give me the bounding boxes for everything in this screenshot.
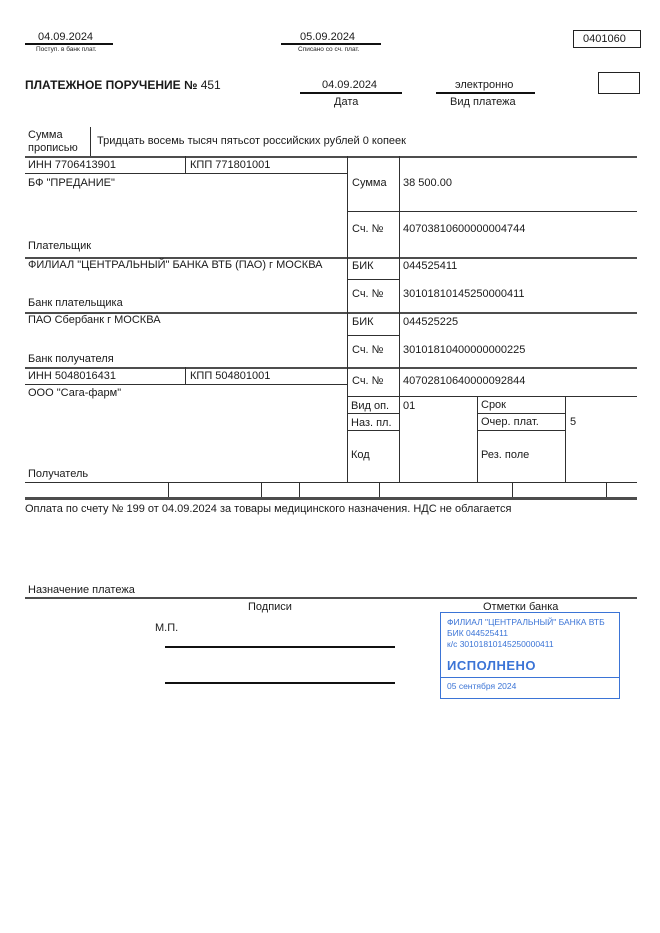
purpose-label: Назначение платежа: [28, 584, 135, 596]
payer-bank-bik: 044525411: [403, 260, 458, 272]
bank-stamp: [440, 612, 620, 699]
payee-bank-account: 30101810400000000225: [403, 344, 526, 356]
payer-name: БФ "ПРЕДАНИЕ": [28, 177, 115, 189]
payee-kpp: КПП 504801001: [190, 370, 271, 382]
payer-account-label: Сч. №: [352, 223, 384, 235]
payee-account: 40702810640000092844: [403, 375, 526, 387]
received-date-label: Поступ. в банк плат.: [36, 46, 97, 53]
payer-kpp: КПП 771801001: [190, 159, 271, 171]
signature-line-1: [165, 646, 395, 648]
payee-label: Получатель: [28, 468, 89, 480]
payer-bank-account: 30101810145250000411: [403, 288, 525, 300]
signatures-label: Подписи: [248, 601, 292, 613]
document-number: 451: [200, 78, 221, 92]
payer-account: 40703810600000004744: [403, 223, 526, 235]
sum-value: 38 500.00: [403, 177, 452, 189]
bank-marks-label: Отметки банка: [483, 601, 559, 613]
payer-bank-name: ФИЛИАЛ "ЦЕНТРАЛЬНЫЙ" БАНКА ВТБ (ПАО) г МОСКВА: [28, 259, 323, 271]
payee-bank-account-label: Сч. №: [352, 344, 384, 356]
debited-date: 05.09.2024: [300, 31, 356, 43]
payee-bank-bik: 044525225: [403, 316, 459, 328]
stamp-divider: [441, 677, 619, 678]
stamp-status: ИСПОЛНЕНО: [447, 658, 537, 673]
form-code-box: [573, 30, 641, 48]
priority-value: 5: [570, 416, 577, 428]
term-label: Срок: [481, 399, 506, 411]
nature-label: Наз. пл.: [351, 417, 392, 429]
stamp-bik: БИК 044525411: [447, 628, 508, 638]
code-label: Код: [351, 449, 370, 461]
debited-date-label: Списано со сч. плат.: [298, 46, 360, 53]
received-date-underline: [25, 43, 113, 45]
document-title: [25, 78, 221, 92]
payment-kind-value: электронно: [455, 79, 514, 91]
purpose-text: Оплата по счету № 199 от 04.09.2024 за товары медицинского назначения. НДС не облагается: [25, 503, 512, 515]
document-date-underline: [300, 92, 402, 94]
payee-account-label: Сч. №: [352, 375, 384, 387]
document-date: 04.09.2024: [322, 79, 378, 91]
op-kind-value: 01: [403, 400, 416, 412]
mp-label: М.П.: [155, 622, 179, 634]
payment-kind-label: Вид платежа: [450, 96, 516, 108]
amount-words-label-1: Сумма: [28, 129, 63, 141]
amount-words-label-2: прописью: [28, 142, 78, 154]
payee-bank-label: Банк получателя: [28, 353, 114, 365]
received-date: 04.09.2024: [38, 31, 94, 43]
sum-label: Сумма: [352, 177, 387, 189]
priority-label: Очер. плат.: [481, 416, 539, 428]
payer-inn: ИНН 7706413901: [28, 159, 117, 171]
amount-in-words: Тридцать восемь тысяч пятьсот российских рублей 0 копеек: [97, 135, 406, 147]
payee-bank-bik-label: БИК: [352, 316, 374, 328]
stamp-corr-account: к/с 30101810145250000411: [447, 639, 554, 649]
empty-checkbox: [598, 72, 640, 94]
debited-date-underline: [281, 43, 381, 45]
form-code: 0401060: [583, 33, 626, 45]
payee-bank-name: ПАО Сбербанк г МОСКВА: [28, 314, 161, 326]
payer-bank-account-label: Сч. №: [352, 288, 384, 300]
payer-bank-bik-label: БИК: [352, 260, 374, 272]
signature-line-2: [165, 682, 395, 684]
payer-bank-label: Банк плательщика: [28, 297, 123, 309]
payer-label: Плательщик: [28, 240, 92, 252]
stamp-bank-name: ФИЛИАЛ "ЦЕНТРАЛЬНЫЙ" БАНКА ВТБ: [447, 617, 605, 627]
reserve-label: Рез. поле: [481, 449, 530, 461]
document-title-text: ПЛАТЕЖНОЕ ПОРУЧЕНИЕ №: [25, 78, 198, 92]
date-label: Дата: [334, 96, 359, 108]
payee-inn: ИНН 5048016431: [28, 370, 117, 382]
stamp-date: 05 сентября 2024: [447, 681, 517, 691]
payment-kind-underline: [436, 92, 535, 94]
payee-name: ООО "Сага-фарм": [28, 387, 122, 399]
op-kind-label: Вид оп.: [351, 400, 390, 412]
